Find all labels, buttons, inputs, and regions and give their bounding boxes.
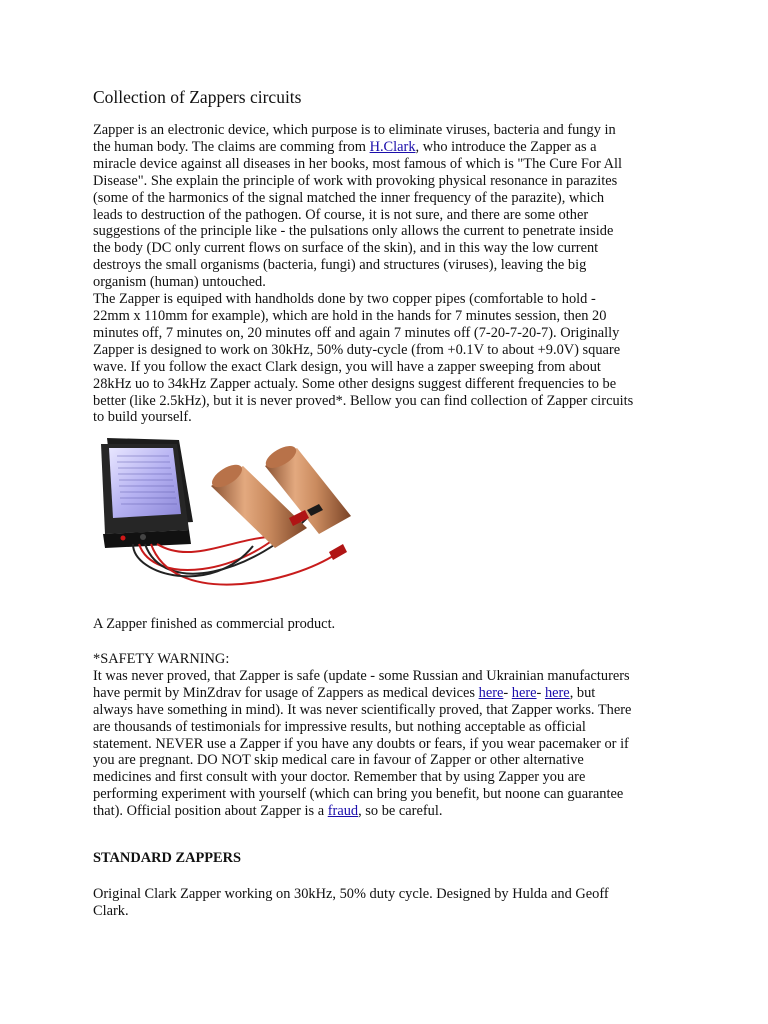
text-span: , but	[569, 684, 596, 701]
text-line: It was never proved, that Zapper is safe (update - some Russian and Ukrainian manufacturers	[93, 667, 630, 684]
text-line: organism (human) untouched.	[93, 274, 266, 291]
text-span: have permit by MinZdrav for usage of Zappers as medical devices	[93, 684, 479, 701]
text-line: statement. NEVER use a Zapper if you have any doubts or fears, if you wear pacemaker or if	[93, 735, 629, 752]
text-line: (some of the harmonics of the signal matched the inner frequency of the parazite), which	[93, 189, 605, 206]
text-span: -	[503, 684, 512, 701]
text-line: minutes off, 7 minutes on, 20 minutes off and again 7 minutes off (7-20-7-20-7). Originally	[93, 324, 620, 341]
text-line: Clark.	[93, 902, 129, 919]
text-line: Zapper is an electronic device, which purpose is to eliminate viruses, bacteria and fungy in	[93, 122, 616, 138]
text-line: miracle device against all diseases in her books, most famous of which is "The Cure For All	[93, 155, 623, 172]
text-line: The Zapper is equiped with handholds done by two copper pipes (comfortable to hold -	[93, 291, 596, 308]
text-line: are thousands of testimonials for impressive results, but nothing acceptable as official	[93, 718, 586, 735]
copper-pipes	[208, 442, 351, 548]
safety-warning-paragraph	[93, 651, 705, 820]
here-link-2[interactable]: here	[511, 684, 537, 701]
text-span: -	[536, 684, 545, 701]
here-link-1[interactable]: here	[478, 684, 504, 701]
text-line: always have something in mind). It was never scientifically proved, that Zapper works. There	[93, 701, 632, 718]
text-line: Disease". She explain the principle of work with provoking physical resonance in parazites	[93, 172, 618, 189]
photo-caption: A Zapper finished as commercial product.	[93, 616, 336, 632]
text-line: you are pregnant. DO NOT skip medical care in favour of Zapper or other alternative	[93, 752, 584, 769]
text-line: destroys the small organisms (bacteria, fungi) and structures (viruses), leaving the big	[93, 257, 587, 274]
safety-heading: *SAFETY WARNING:	[93, 651, 230, 667]
text-line: to build yourself.	[93, 409, 192, 426]
text-line	[93, 139, 705, 156]
text-line: Original Clark Zapper working on 30kHz, 50% duty cycle. Designed by Hulda and Geoff	[93, 886, 609, 902]
text-span: that). Official position about Zapper is a	[93, 803, 328, 820]
text-line: better (like 2.5kHz), but it is never proved*. Bellow you can find collection of Zapper circuits	[93, 392, 634, 409]
text-line: performing experiment with yourself (which can bring you benefit, but noone can guarantee	[93, 786, 624, 803]
text-span: , who introduce the Zapper as a	[415, 138, 597, 155]
intro-paragraph	[93, 122, 705, 426]
text-span: the human body. The claims are comming from	[93, 138, 370, 155]
zapper-box	[101, 438, 193, 548]
hclark-link[interactable]: H.Clark	[369, 138, 416, 155]
standard-zappers-paragraph	[93, 886, 705, 920]
text-line: medicines and first consult with your doctor. Remember that by using Zapper you are	[93, 769, 586, 786]
page-title: Collection of Zappers circuits	[93, 87, 302, 107]
text-span: , so be careful.	[358, 803, 443, 820]
text-line: suggestions of the principle like - the pulsations only allows the current to penetrate inside	[93, 223, 614, 240]
text-line: the body (DC only current flows on surface of the skin), and in this way the low current	[93, 240, 599, 257]
text-line: 22mm x 110mm for example), which are hold in the hands for 7 minutes session, then 20	[93, 307, 607, 324]
zapper-product-photo	[93, 426, 357, 614]
here-link-3[interactable]: here	[544, 684, 570, 701]
fraud-link[interactable]: fraud	[327, 803, 359, 820]
text-line	[93, 685, 705, 702]
section-heading-standard-zappers: STANDARD ZAPPERS	[93, 850, 242, 866]
text-line: leads to destruction of the pathogen. Of course, it is not sure, and there are some other	[93, 206, 589, 223]
text-line: wave. If you follow the exact Clark design, you will have a zapper sweeping from about	[93, 358, 601, 375]
text-line	[93, 803, 705, 820]
text-line: 28kHz uo to 34kHz Zapper actualy. Some other designs suggest different frequencies to be	[93, 375, 617, 392]
text-line: Zapper is designed to work on 30kHz, 50% duty-cycle (from +0.1V to about +9.0V) square	[93, 341, 621, 358]
